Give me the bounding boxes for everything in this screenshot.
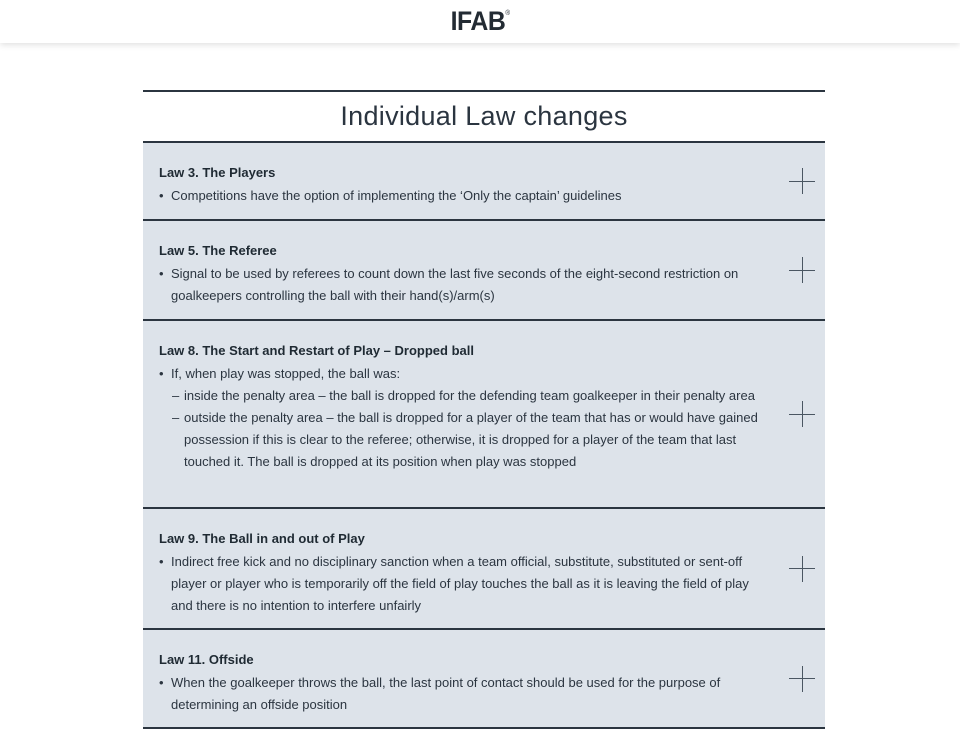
law-title: Law 8. The Start and Restart of Play – Dropped ball [159,343,474,358]
ifab-logo[interactable]: IFAB® [450,6,510,36]
law-item-9[interactable] [143,509,825,630]
law-bullet: • Competitions have the option of implementing the ‘Only the captain’ guidelines [159,185,765,207]
law-item-3[interactable] [143,143,825,221]
law-title: Law 9. The Ball in and out of Play [159,531,365,546]
plus-icon[interactable] [789,168,815,194]
law-item-5[interactable] [143,221,825,321]
law-bullet: • Signal to be used by referees to count down the last five seconds of the eight-second restriction on goalkeepers controlling the ball with their hand(s)/arm(s) [159,263,765,307]
section-title: Individual Law changes [143,90,825,143]
top-header [0,0,960,43]
law-title: Law 5. The Referee [159,243,277,258]
law-subitem: – inside the penalty area – the ball is dropped for the defending team goalkeeper in their penalty area [159,385,765,407]
law-item-11[interactable] [143,630,825,729]
plus-icon[interactable] [789,257,815,283]
plus-icon[interactable] [789,401,815,427]
plus-icon[interactable] [789,556,815,582]
plus-icon[interactable] [789,666,815,692]
law-title: Law 11. Offside [159,652,254,667]
law-subitem: – outside the penalty area – the ball is dropped for a player of the team that has or would have gained possession if this is clear to the referee; otherwise, it is dropped for a player of the team that last touched it. The ball is dropped at its position when play was stopped [159,407,765,473]
law-item-8[interactable] [143,321,825,509]
law-changes-section [143,90,825,729]
law-bullet: • Indirect free kick and no disciplinary sanction when a team official, substitute, substituted or sent-off player or player who is temporarily off the field of play touches the ball as it is leaving the field of play and there is no intention to interfere unfairly [159,551,765,617]
law-bullet: • If, when play was stopped, the ball was: [159,363,765,385]
law-bullet: • When the goalkeeper throws the ball, the last point of contact should be used for the purpose of determining an offside position [159,672,765,716]
law-title: Law 3. The Players [159,165,276,180]
